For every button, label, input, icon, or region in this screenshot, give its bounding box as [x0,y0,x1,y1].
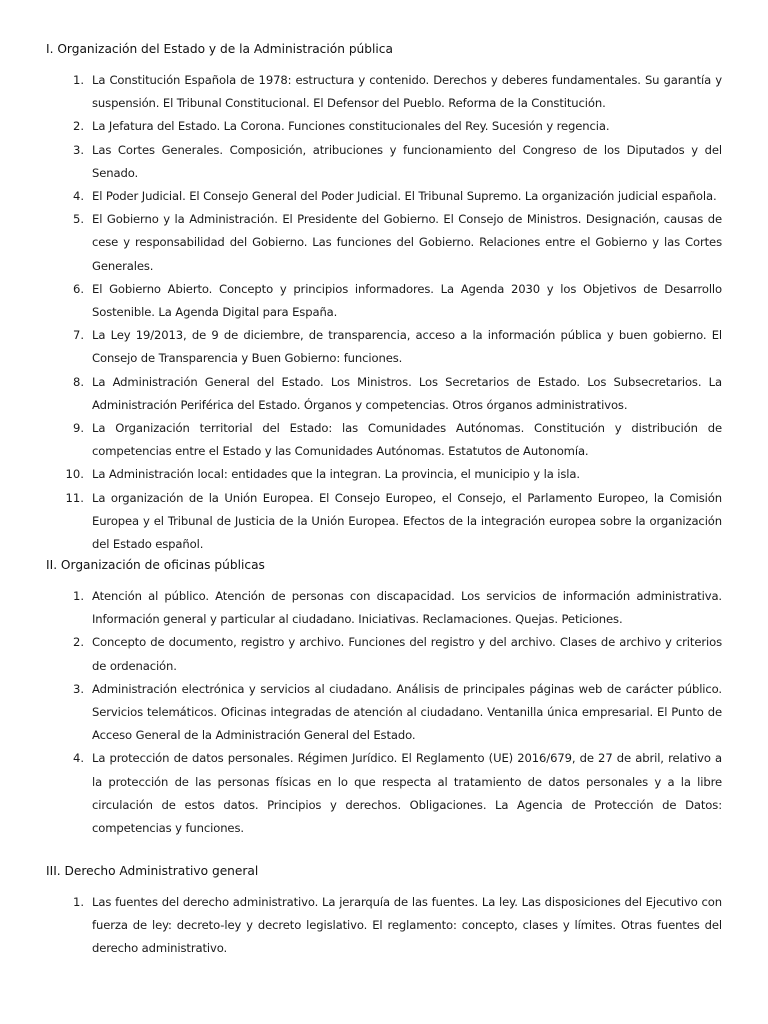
list-item [46,185,722,208]
list-item [46,371,722,417]
item-text: La protección de datos personales. Régimen Jurídico. El Reglamento (UE) 2016/679, de 27 de abril, relativo a la protección de las personas físicas en lo que respecta al tratamiento de datos personales y a la libre circulación de estos datos. Principios y derechos. Obligaciones. La Agencia de Protección de Datos: competencias y funciones. [92,751,722,836]
list-item [46,891,722,961]
item-number: 11. [65,490,84,505]
section-title: II. Organización de oficinas públicas [46,558,265,572]
item-number: 2. [72,635,84,650]
topic-list [46,891,722,961]
list-item [46,417,722,463]
item-number: 2. [72,119,84,134]
topic-list [46,585,722,840]
item-number: 1. [72,589,84,603]
item-text: Atención al público. Atención de personas con discapacidad. Los servicios de información administrativa. Información general y particular al ciudadano. Iniciativas. Reclamaciones. Quejas. Peticiones. [92,589,722,627]
item-number: 3. [72,681,84,696]
item-text: La Organización territorial del Estado: las Comunidades Autónomas. Constitución y distribución de competencias entre el Estado y las Comunidades Autónomas. Estatutos de Autonomía. [92,421,722,459]
item-text: Concepto de documento, registro y archivo. Funciones del registro y del archivo. Clases de archivo y criterios de ordenación. [92,635,722,673]
list-item [46,678,722,748]
item-number: 7. [72,328,84,343]
item-text: El Gobierno y la Administración. El Presidente del Gobierno. El Consejo de Ministros. Designación, causas de cese y responsabilidad del Gobierno. Las funciones del Gobierno. Relaciones entre el Gobierno y las Cortes Generales. [92,212,722,273]
item-number: 9. [72,421,84,436]
section-organizacion-oficinas [46,557,722,840]
list-item [46,324,722,370]
section-title: III. Derecho Administrativo general [46,864,259,878]
item-number: 6. [72,281,84,296]
list-item [46,463,722,486]
list-item [46,69,722,115]
topic-list [46,69,722,556]
section-organizacion-estado [46,41,722,556]
item-text: La Jefatura del Estado. La Corona. Funciones constitucionales del Rey. Sucesión y regencia. [92,119,610,134]
item-text: Las Cortes Generales. Composición, atribuciones y funcionamiento del Congreso de los Diputados y del Senado. [92,142,722,180]
item-number: 1. [72,895,84,909]
list-item [46,139,722,185]
item-number: 4. [72,189,84,204]
section-derecho-administrativo [46,863,722,961]
list-item [46,278,722,324]
item-text: Las fuentes del derecho administrativo. La jerarquía de las fuentes. La ley. Las disposiciones del Ejecutivo con fuerza de ley: decreto-ley y decreto legislativo. El reglamento: concepto, clases y límites. Otras fuentes del derecho administrativo. [92,895,722,956]
list-item [46,208,722,278]
list-item [46,115,722,138]
list-item [46,487,722,557]
item-text: La Administración General del Estado. Los Ministros. Los Secretarios de Estado. Los Subsecretarios. La Administración Periférica del Estado. Órganos y competencias. Otros órganos administrativos. [92,374,722,412]
item-number: 10. [65,467,84,482]
list-item [46,747,722,840]
item-text: El Poder Judicial. El Consejo General del Poder Judicial. El Tribunal Supremo. La organización judicial española. [92,189,717,204]
section-title: I. Organización del Estado y de la Administración pública [46,42,393,56]
item-number: 3. [72,142,84,157]
list-item [46,585,722,631]
list-item [46,631,722,677]
item-text: La organización de la Unión Europea. El Consejo Europeo, el Consejo, el Parlamento Europeo, la Comisión Europea y el Tribunal de Justicia de la Unión Europea. Efectos de la integración europea sobre la organización del Estado español. [92,490,722,552]
item-text: El Gobierno Abierto. Concepto y principios informadores. La Agenda 2030 y los Objetivos de Desarrollo Sostenible. La Agenda Digital para España. [92,281,722,320]
item-number: 4. [72,751,84,766]
item-text: La Ley 19/2013, de 9 de diciembre, de transparencia, acceso a la información pública y buen gobierno. El Consejo de Transparencia y Buen Gobierno: funciones. [92,328,722,366]
item-text: Administración electrónica y servicios al ciudadano. Análisis de principales páginas web de carácter público. Servicios telemáticos. Oficinas integradas de atención al ciudadano. Ventanilla única empresarial. El Punto de Acceso General de la Administración General del Estado. [92,681,722,743]
item-number: 8. [72,374,84,389]
item-text: La Administración local: entidades que la integran. La provincia, el municipio y la isla. [92,467,580,482]
item-text: La Constitución Española de 1978: estructura y contenido. Derechos y deberes fundamentales. Su garantía y suspensión. El Tribunal Constitucional. El Defensor del Pueblo. Reforma de la Constitución. [92,73,722,111]
item-number: 1. [72,73,84,87]
item-number: 5. [72,212,84,227]
